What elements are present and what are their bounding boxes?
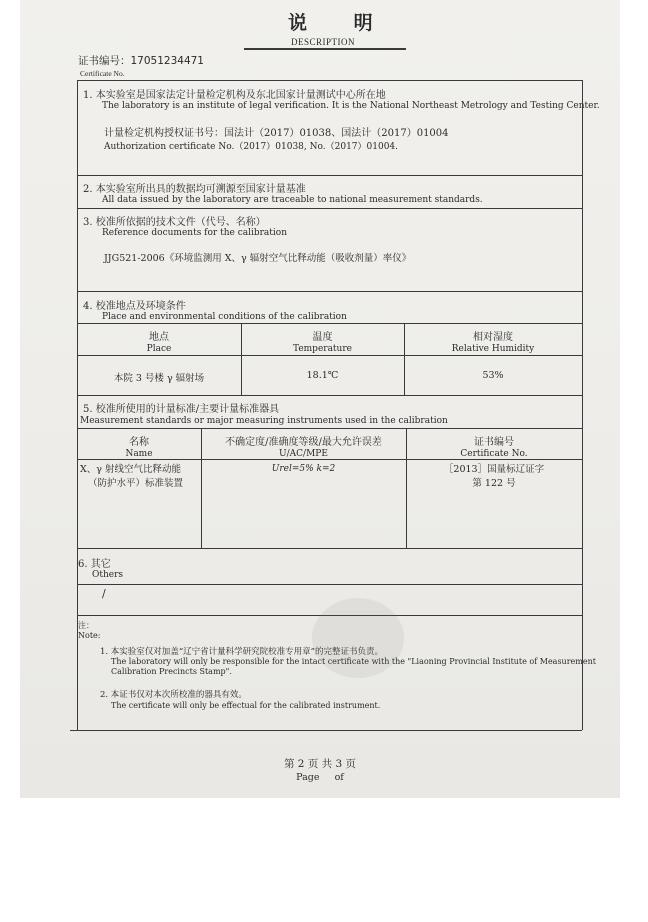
env-col-humidity: 相对湿度 Relative Humidity	[451, 332, 535, 354]
std-col-uncertainty: 不确定度/准确度等级/最大允许误差 U/AC/MPE	[225, 437, 382, 459]
cert-no-label: 证书编号：	[78, 55, 131, 67]
std-name-value: X、γ 射线空气比释动能 （防护水平）标准装置	[80, 464, 184, 489]
section4-heading: 4. 校准地点及环境条件	[83, 301, 186, 312]
note2-en: The certificate will only be effectual for the calibrated instrument.	[111, 701, 381, 710]
page-subtitle: DESCRIPTION	[291, 37, 356, 47]
section5-heading-en: Measurement standards or major measuring instruments used in the calibration	[80, 416, 448, 426]
cert-no-row	[78, 53, 204, 68]
section3-heading-en: Reference documents for the calibration	[102, 228, 287, 238]
section6-value: /	[102, 587, 106, 600]
env-humidity-value: 53%	[482, 370, 504, 381]
section5-heading: 5. 校准所使用的计量标准/主要计量标准器具	[83, 404, 280, 415]
cert-no-label-en: Certificate No.	[80, 69, 125, 78]
notes-label: 注： Note:	[78, 621, 101, 640]
page-number-en: Page of	[296, 772, 344, 783]
section4-heading-en: Place and environmental conditions of the calibration	[102, 312, 347, 322]
env-temperature-value: 18.1℃	[306, 370, 339, 381]
std-certificate-value: ［2013］国量标辽证字 第 122 号	[443, 464, 545, 489]
note2-cn: 2. 本证书仅对本次所校准的器具有效。	[100, 690, 247, 700]
section3-heading: 3. 校准所依据的技术文件（代号、名称）	[83, 217, 266, 228]
section1-auth-en: Authorization certificate No.（2017）01038, No.（2017）01004.	[104, 142, 399, 152]
section2-heading-en: All data issued by the laboratory are traceable to national measurement standards.	[102, 195, 483, 205]
section3-document: JJG521-2006《环境监测用 X、γ 辐射空气比释动能（吸收剂量）率仪》	[104, 253, 412, 264]
env-col-place: 地点 Place	[146, 332, 172, 354]
cert-no-value: 17051234471	[130, 55, 204, 67]
env-place-value: 本院 3 号楼 γ 辐射场	[113, 373, 205, 384]
std-col-certificate: 证书编号 Certificate No.	[460, 437, 528, 459]
document-photo	[20, 0, 620, 798]
section6-heading-en: Others	[92, 570, 124, 580]
std-uncertainty-value: Urel=5% k=2	[271, 464, 336, 474]
section2-heading: 2. 本实验室所出具的数据均可溯源至国家计量基准	[83, 184, 306, 195]
section1-heading-en: The laboratory is an institute of legal verification. It is the National Northeast Metrology and Testing Center.	[102, 101, 600, 111]
faint-stamp	[312, 598, 404, 678]
std-col-name: 名称 Name	[125, 437, 153, 459]
section1-heading: 1. 本实验室是国家法定计量检定机构及东北国家计量测试中心所在地	[83, 90, 386, 101]
section1-auth-cn: 计量检定机构授权证书号：国法计（2017）01038、国法计（2017）01004	[104, 128, 449, 139]
env-col-temperature: 温度 Temperature	[293, 332, 352, 354]
note1-en: The laboratory will only be responsible for the intact certificate with the "Liaoning Provincial Institute of Measurement Calibration Precincts Stamp".	[111, 657, 596, 676]
page-title: 说 明	[288, 12, 393, 34]
section6-heading: 6. 其它	[78, 559, 111, 570]
title-underline	[244, 48, 406, 50]
page-number-cn: 第 2 页 共 3 页	[283, 758, 357, 770]
note1-cn: 1. 本实验室仅对加盖“辽宁省计量科学研究院校准专用章”的完整证书负责。	[100, 647, 384, 657]
